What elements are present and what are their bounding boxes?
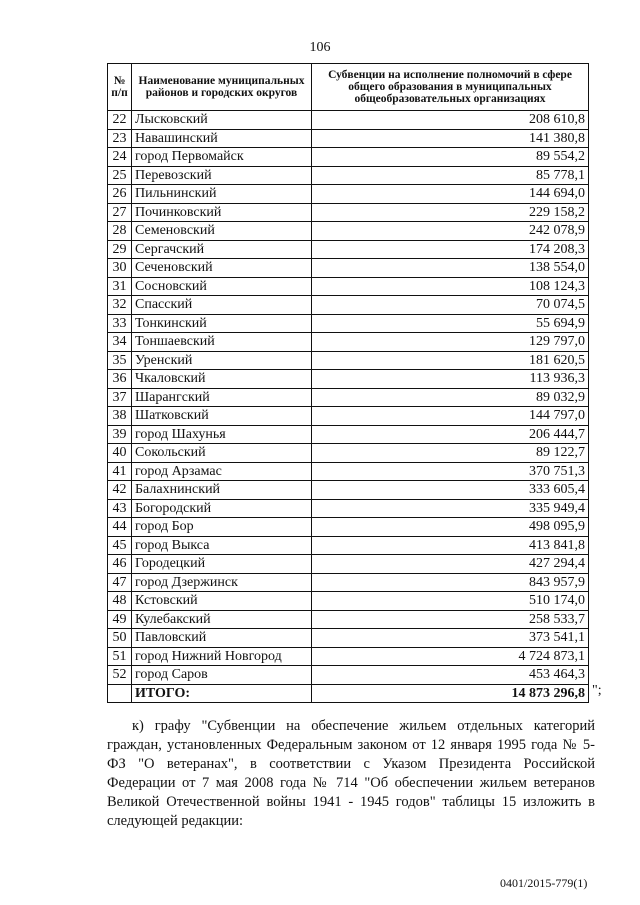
row-value-cell: 498 095,9	[312, 518, 589, 537]
row-name-cell: Сокольский	[132, 444, 312, 463]
row-value-cell: 843 957,9	[312, 573, 589, 592]
row-value-cell: 242 078,9	[312, 222, 589, 241]
row-num-cell: 35	[108, 351, 132, 370]
row-value-cell: 70 074,5	[312, 296, 589, 315]
table-row	[108, 111, 589, 130]
row-name-cell: Сеченовский	[132, 259, 312, 278]
total-num-cell	[108, 684, 132, 703]
row-num-cell: 42	[108, 481, 132, 500]
table-row	[108, 333, 589, 352]
row-value-cell: 113 936,3	[312, 370, 589, 389]
row-num-cell: 27	[108, 203, 132, 222]
row-num-cell: 36	[108, 370, 132, 389]
row-value-cell: 108 124,3	[312, 277, 589, 296]
row-name-cell: Спасский	[132, 296, 312, 315]
row-num-cell: 43	[108, 499, 132, 518]
row-num-cell: 41	[108, 462, 132, 481]
row-num-cell: 25	[108, 166, 132, 185]
row-num-cell: 50	[108, 629, 132, 648]
table-row	[108, 351, 589, 370]
table-row	[108, 148, 589, 167]
row-value-cell: 144 694,0	[312, 185, 589, 204]
row-num-cell: 38	[108, 407, 132, 426]
row-value-cell: 373 541,1	[312, 629, 589, 648]
table-row	[108, 610, 589, 629]
row-name-cell: Кулебакский	[132, 610, 312, 629]
row-num-cell: 52	[108, 666, 132, 685]
row-name-cell: Навашинский	[132, 129, 312, 148]
row-name-cell: город Первомайск	[132, 148, 312, 167]
row-value-cell: 258 533,7	[312, 610, 589, 629]
row-name-cell: Починковский	[132, 203, 312, 222]
table-row	[108, 129, 589, 148]
subsidy-table	[107, 63, 589, 703]
table-row	[108, 388, 589, 407]
row-name-cell: город Выкса	[132, 536, 312, 555]
row-name-cell: Шарангский	[132, 388, 312, 407]
row-num-cell: 26	[108, 185, 132, 204]
table-row	[108, 425, 589, 444]
row-value-cell: 208 610,8	[312, 111, 589, 130]
total-value: 14 873 296,8	[312, 684, 589, 703]
document-code: 0401/2015-779(1)	[500, 876, 588, 890]
row-name-cell: город Саров	[132, 666, 312, 685]
table-row	[108, 277, 589, 296]
row-num-cell: 40	[108, 444, 132, 463]
row-name-cell: Пильнинский	[132, 185, 312, 204]
row-value-cell: 89 032,9	[312, 388, 589, 407]
row-num-cell: 49	[108, 610, 132, 629]
row-value-cell: 138 554,0	[312, 259, 589, 278]
row-name-cell: Сосновский	[132, 277, 312, 296]
row-value-cell: 85 778,1	[312, 166, 589, 185]
row-name-cell: Шатковский	[132, 407, 312, 426]
row-name-cell: Тоншаевский	[132, 333, 312, 352]
row-num-cell: 28	[108, 222, 132, 241]
table-row	[108, 185, 589, 204]
row-num-cell: 29	[108, 240, 132, 259]
table-row	[108, 259, 589, 278]
table-row	[108, 166, 589, 185]
row-name-cell: Тонкинский	[132, 314, 312, 333]
total-row	[108, 684, 589, 703]
table-row	[108, 444, 589, 463]
table-row	[108, 647, 589, 666]
row-num-cell: 39	[108, 425, 132, 444]
row-value-cell: 510 174,0	[312, 592, 589, 611]
row-value-cell: 4 724 873,1	[312, 647, 589, 666]
row-value-cell: 413 841,8	[312, 536, 589, 555]
row-value-cell: 370 751,3	[312, 462, 589, 481]
row-num-cell: 51	[108, 647, 132, 666]
table-row	[108, 314, 589, 333]
header-name: Наименование муниципальных районов и городских округов	[132, 64, 312, 111]
row-num-cell: 46	[108, 555, 132, 574]
row-name-cell: Уренский	[132, 351, 312, 370]
row-name-cell: город Арзамас	[132, 462, 312, 481]
row-num-cell: 24	[108, 148, 132, 167]
row-name-cell: город Дзержинск	[132, 573, 312, 592]
row-name-cell: Чкаловский	[132, 370, 312, 389]
header-num: № п/п	[108, 64, 132, 111]
row-num-cell: 47	[108, 573, 132, 592]
row-value-cell: 453 464,3	[312, 666, 589, 685]
header-value: Субвенции на исполнение полномочий в сфере общего образования в муниципальных общеобразовательных организациях	[312, 64, 589, 111]
row-name-cell: Богородский	[132, 499, 312, 518]
row-name-cell: Кстовский	[132, 592, 312, 611]
table-row	[108, 462, 589, 481]
table-row	[108, 222, 589, 241]
row-name-cell: Городецкий	[132, 555, 312, 574]
page-number: 106	[309, 40, 331, 55]
amendment-paragraph: к) графу "Субвенции на обеспечение жильем отдельных категорий граждан, установленных Федеральным законом от 12 января 1995 года № 5-ФЗ "О ветеранах", в соответствии с Указом Президента Российской Федерации от 7 мая 2008 года № 714 "Об обеспечении жильем ветеранов Великой Отечественной войны 1941 - 1945 годов" таблицы 15 изложить в следующей редакции:	[107, 718, 595, 829]
row-name-cell: Семеновский	[132, 222, 312, 241]
row-value-cell: 141 380,8	[312, 129, 589, 148]
table-row	[108, 592, 589, 611]
row-num-cell: 34	[108, 333, 132, 352]
row-num-cell: 48	[108, 592, 132, 611]
table-row	[108, 240, 589, 259]
table-row	[108, 481, 589, 500]
row-name-cell: город Нижний Новгород	[132, 647, 312, 666]
row-value-cell: 55 694,9	[312, 314, 589, 333]
table-row	[108, 536, 589, 555]
table-row	[108, 203, 589, 222]
table-row	[108, 573, 589, 592]
row-num-cell: 44	[108, 518, 132, 537]
row-num-cell: 23	[108, 129, 132, 148]
row-name-cell: город Бор	[132, 518, 312, 537]
row-num-cell: 33	[108, 314, 132, 333]
table-row	[108, 407, 589, 426]
row-value-cell: 427 294,4	[312, 555, 589, 574]
row-name-cell: Павловский	[132, 629, 312, 648]
row-value-cell: 89 554,2	[312, 148, 589, 167]
row-value-cell: 333 605,4	[312, 481, 589, 500]
row-value-cell: 206 444,7	[312, 425, 589, 444]
table-row	[108, 296, 589, 315]
row-value-cell: 181 620,5	[312, 351, 589, 370]
row-name-cell: Перевозский	[132, 166, 312, 185]
table-body	[108, 111, 589, 685]
row-name-cell: город Шахунья	[132, 425, 312, 444]
row-num-cell: 31	[108, 277, 132, 296]
closing-quote: ";	[592, 683, 602, 698]
table-row	[108, 629, 589, 648]
table-row	[108, 370, 589, 389]
row-name-cell: Лысковский	[132, 111, 312, 130]
row-num-cell: 30	[108, 259, 132, 278]
row-value-cell: 129 797,0	[312, 333, 589, 352]
row-name-cell: Сергачский	[132, 240, 312, 259]
row-value-cell: 174 208,3	[312, 240, 589, 259]
table-row	[108, 518, 589, 537]
row-value-cell: 144 797,0	[312, 407, 589, 426]
table-row	[108, 666, 589, 685]
table-header-row	[108, 64, 589, 111]
row-value-cell: 229 158,2	[312, 203, 589, 222]
table-row	[108, 499, 589, 518]
row-name-cell: Балахнинский	[132, 481, 312, 500]
row-value-cell: 335 949,4	[312, 499, 589, 518]
row-num-cell: 45	[108, 536, 132, 555]
table-row	[108, 555, 589, 574]
row-value-cell: 89 122,7	[312, 444, 589, 463]
row-num-cell: 22	[108, 111, 132, 130]
total-label: ИТОГО:	[132, 684, 312, 703]
row-num-cell: 37	[108, 388, 132, 407]
row-num-cell: 32	[108, 296, 132, 315]
